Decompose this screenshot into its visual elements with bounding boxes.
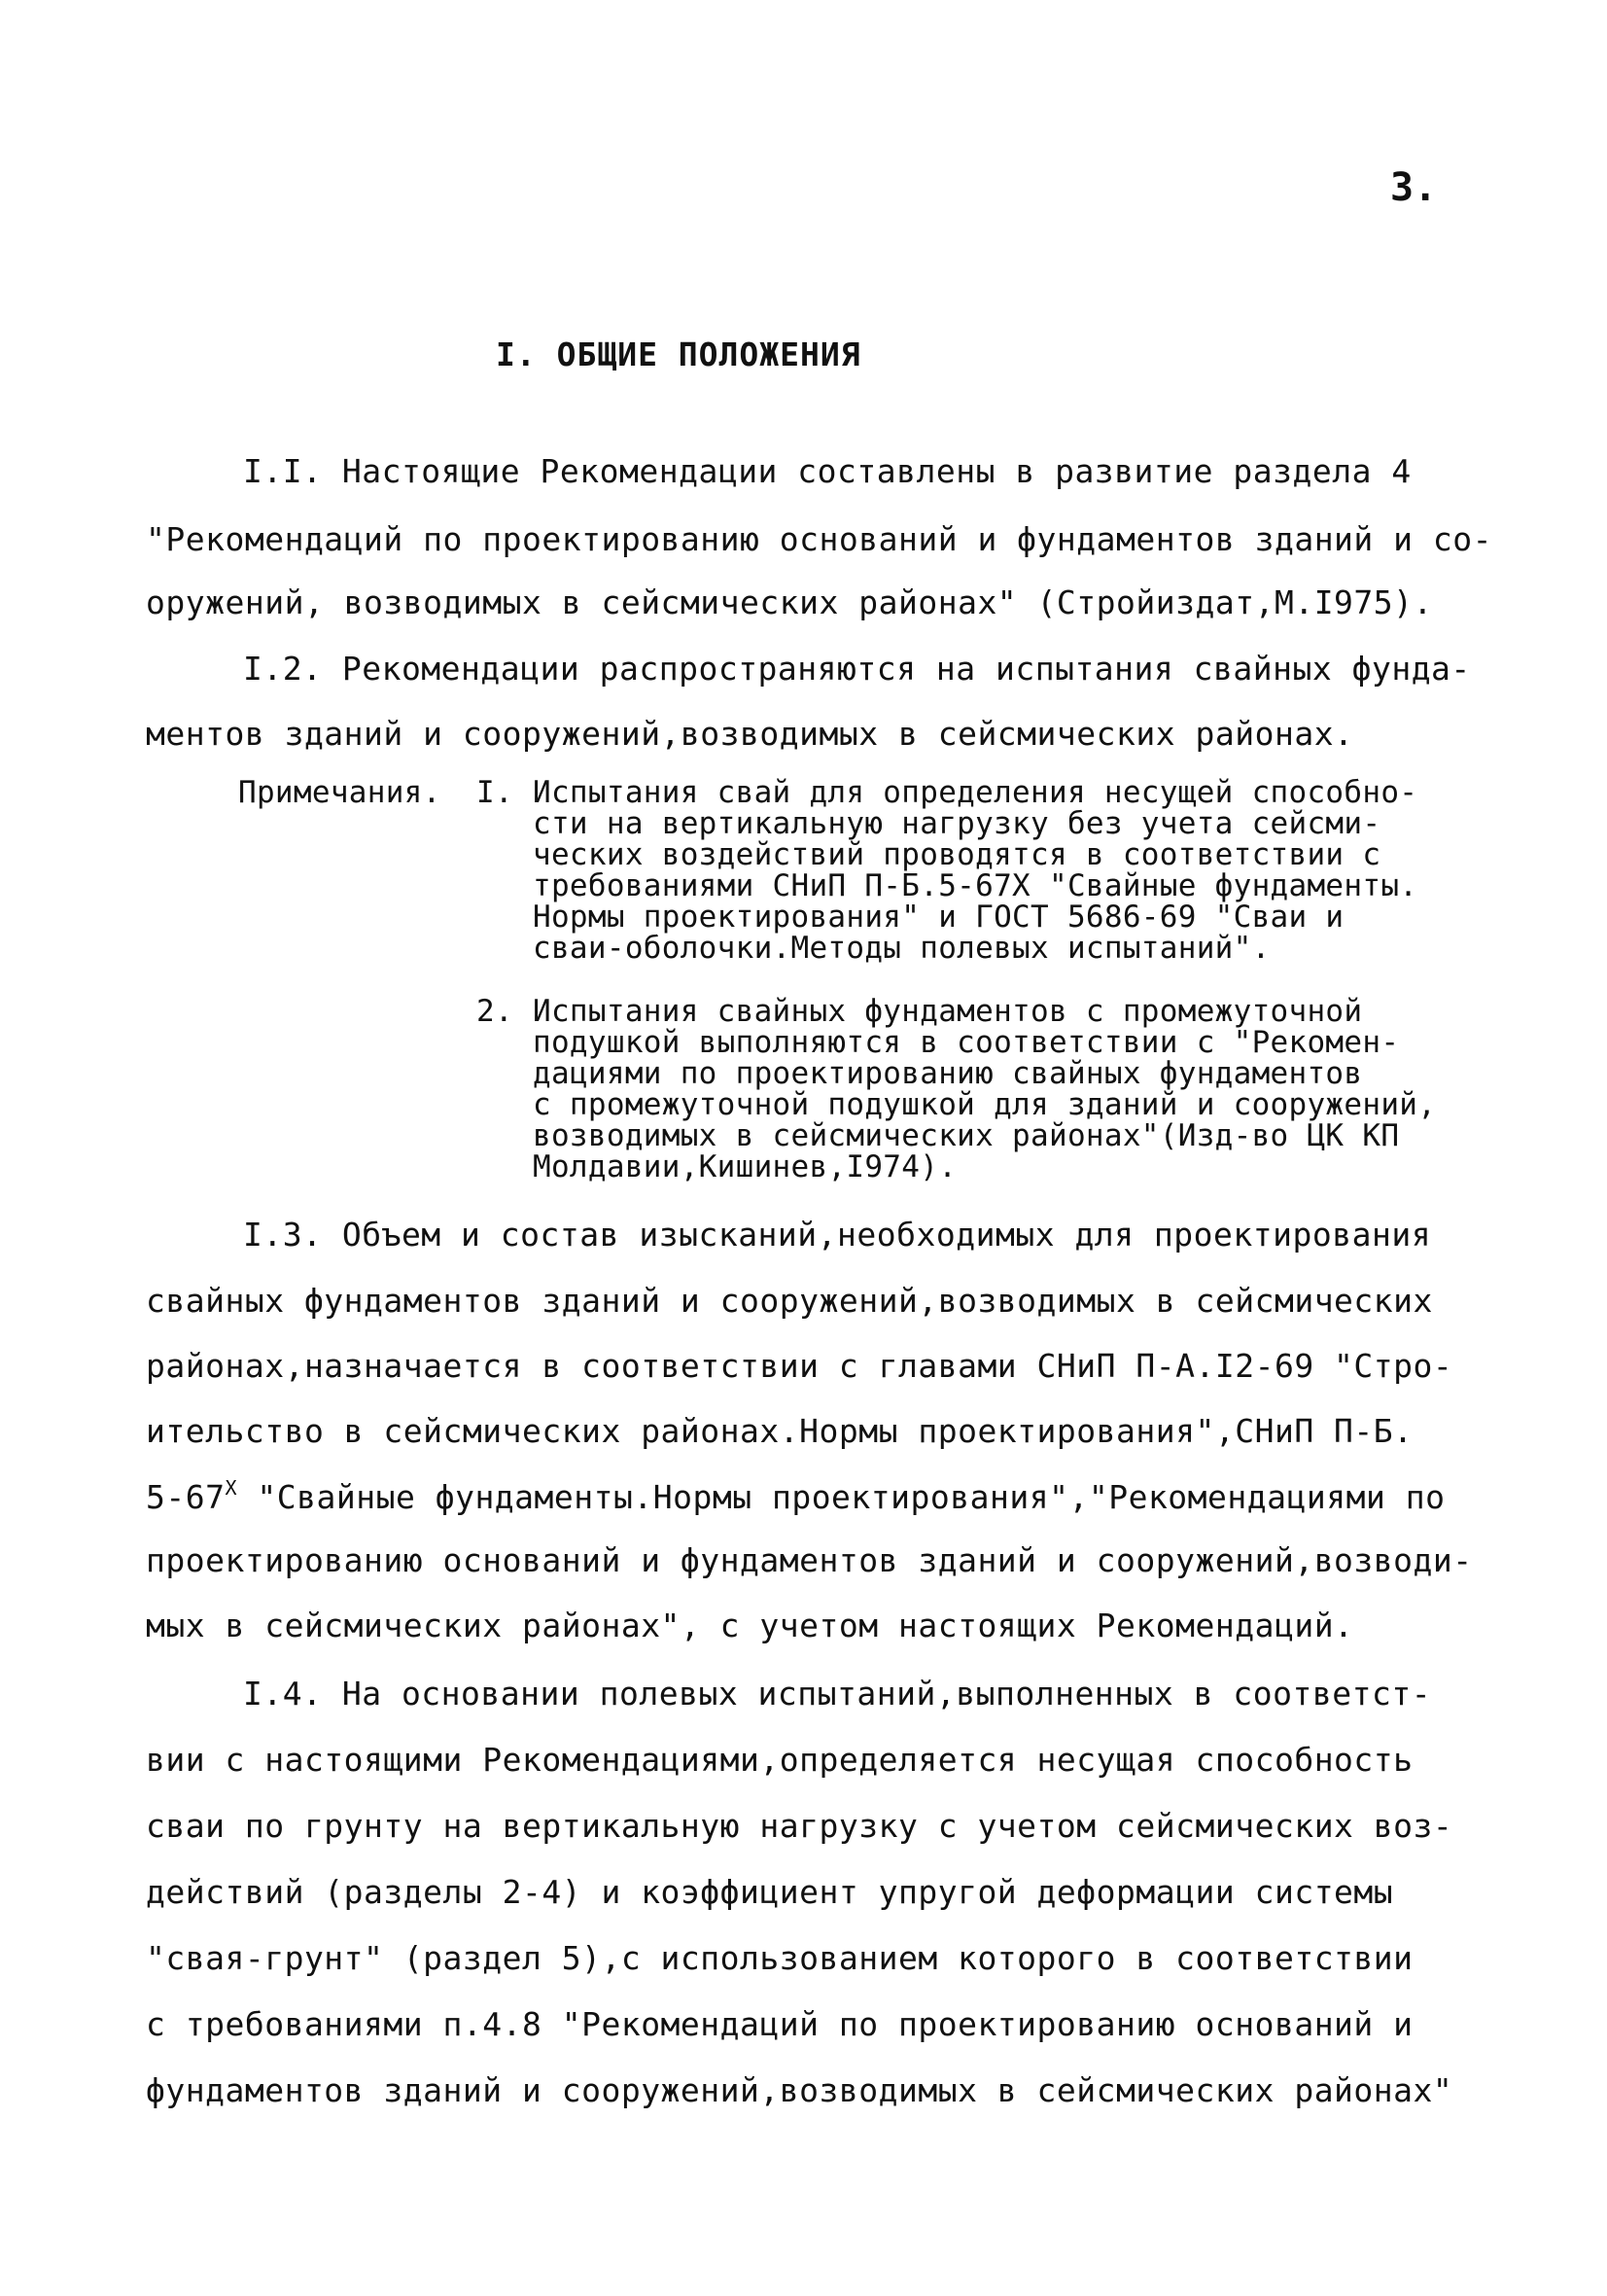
paragraph-1-4-line: вии с настоящими Рекомендациями,определяется несущая способность [146, 1741, 1414, 1779]
note-1-line: сваи-оболочки.Методы полевых испытаний". [533, 931, 1271, 966]
paragraph-1-3-line: мых в сейсмических районах", с учетом настоящих Рекомендаций. [146, 1607, 1354, 1644]
paragraph-1-1-line: I.I. Настоящие Рекомендации составлены в развитие раздела 4 [243, 452, 1412, 490]
note-1-line: сти на вертикальную нагрузку без учета сейсми- [533, 806, 1381, 841]
notes-label: Примечания. [238, 775, 441, 810]
snip-ref-text: "Свайные фундаменты.Нормы проектирования","Рекомендациями по [237, 1478, 1446, 1516]
note-1-line: Нормы проектирования" и ГОСТ 5686-69 "Сваи и [533, 900, 1345, 935]
paragraph-1-1-line: оружений, возводимых в сейсмических районах" (Стройиздат,М.I975). [146, 583, 1433, 621]
note-2-line: подушкой выполняются в соответствии с "Рекомен- [533, 1025, 1400, 1060]
note-2-line: возводимых в сейсмических районах"(Изд-во ЦК КП [533, 1118, 1400, 1153]
paragraph-1-4-line: "свая-грунт" (раздел 5),с использованием которого в соответствии [146, 1939, 1414, 1977]
note-2-line: Молдавии,Кишинев,I974). [533, 1149, 958, 1184]
paragraph-1-3-line: районах,назначается в соответствии с главами СНиП П-А.I2-69 "Стро- [146, 1347, 1453, 1385]
paragraph-1-4-line: с требованиями п.4.8 "Рекомендаций по проектированию оснований и [146, 2005, 1414, 2043]
paragraph-1-4-line: фундаментов зданий и сооружений,возводимых в сейсмических районах" [146, 2071, 1453, 2109]
section-title: I. ОБЩИЕ ПОЛОЖЕНИЯ [496, 336, 861, 373]
paragraph-1-4-line: I.4. На основании полевых испытаний,выполненных в соответст- [243, 1675, 1432, 1713]
paragraph-1-4-line: действий (разделы 2-4) и коэффициент упругой деформации системы [146, 1873, 1394, 1911]
note-2-line: дациями по проектированию свайных фундаментов [533, 1056, 1363, 1091]
paragraph-1-4-line: сваи по грунту на вертикальную нагрузку с учетом сейсмических воз- [146, 1807, 1453, 1845]
note-1-number: I. [476, 775, 513, 810]
paragraph-1-1-line: "Рекомендаций по проектированию оснований и фундаментов зданий и со- [146, 520, 1493, 558]
note-1-line: ческих воздействий проводятся в соответствии с [533, 837, 1381, 872]
note-1-line: Испытания свай для определения несущей способно- [533, 775, 1418, 810]
note-1-line: требованиями СНиП П-Б.5-67Х "Свайные фундаменты. [533, 868, 1418, 903]
paragraph-1-3-line [146, 1476, 1445, 1516]
paragraph-1-2-line: ментов зданий и сооружений,возводимых в сейсмических районах. [146, 715, 1354, 753]
paragraph-1-3-line: свайных фундаментов зданий и сооружений,возводимых в сейсмических [146, 1282, 1433, 1320]
note-2-line: Испытания свайных фундаментов с промежуточной [533, 994, 1363, 1029]
note-2-number: 2. [476, 994, 513, 1029]
paragraph-1-3-line: I.3. Объем и состав изысканий,необходимых для проектирования [243, 1216, 1432, 1254]
note-2-line: с промежуточной подушкой для зданий и сооружений, [533, 1087, 1437, 1122]
paragraph-1-3-line: ительство в сейсмических районах.Нормы проектирования",СНиП П-Б. [146, 1412, 1414, 1450]
snip-ref-number: 5-67 [146, 1478, 226, 1516]
superscript-x: X [225, 1476, 238, 1500]
page-number: 3. [1390, 165, 1438, 210]
paragraph-1-3-line: проектированию оснований и фундаментов зданий и сооружений,возводи- [146, 1541, 1473, 1579]
paragraph-1-2-line: I.2. Рекомендации распространяются на испытания свайных фунда- [243, 650, 1471, 688]
